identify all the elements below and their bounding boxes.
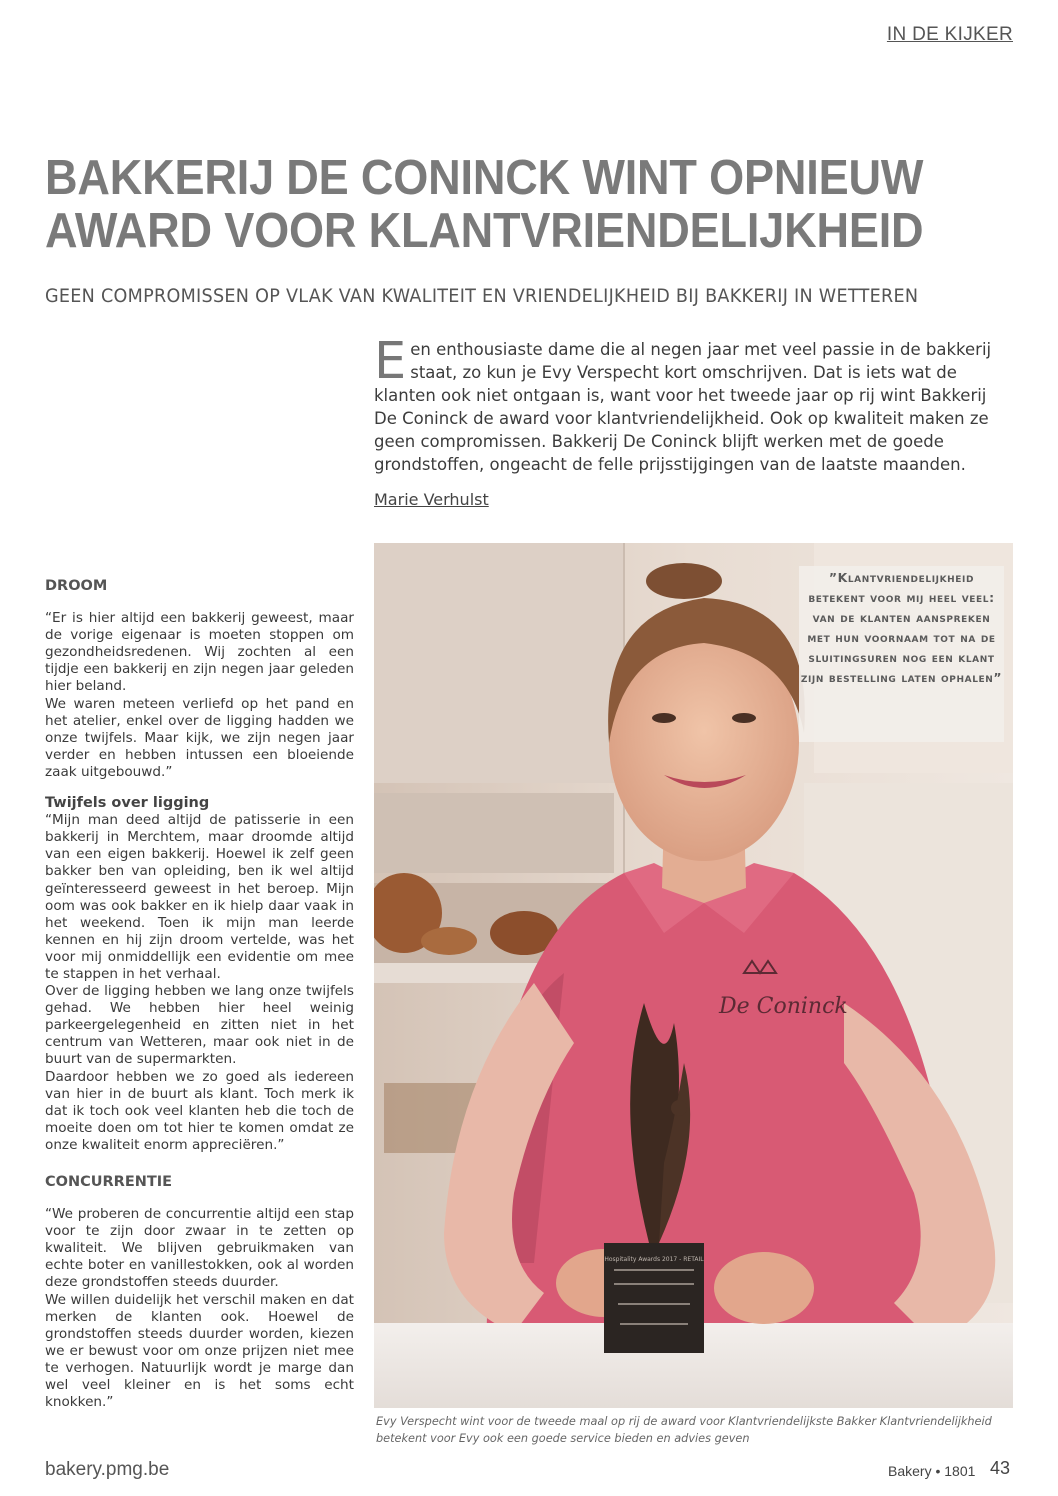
paragraph: “Er is hier altijd een bakkerij geweest, maar de vorige eigenaar is moeten stoppen om gezondheidsredenen. Wij zochten al een tijdje een bakkerij en zijn negen jaar geleden hier beland. bbox=[45, 610, 354, 695]
subtitle: GEEN COMPROMISSEN OP VLAK VAN KWALITEIT EN VRIENDELIJKHEID BIJ BAKKERIJ IN WETTEREN bbox=[45, 286, 919, 307]
intro-text: en enthousiaste dame die al negen jaar met veel passie in de bakkerij staat, zo kun je Evy Verspecht kort omschrijven. Dat is iets wat de klanten ook niet ontgaan is, want voor het tweede jaar op rij wint Bakkerij De Coninck de award voor klantvriendelijkheid. Ook op kwaliteit maken ze geen compromissen. Bakkerij De Coninck blijft werken met de goede grondstoffen, ongeacht de felle prijsstijgingen van de laatste maanden. bbox=[374, 340, 992, 474]
drop-cap: E bbox=[374, 332, 407, 391]
photo-caption: Evy Verspecht wint voor de tweede maal op rij de award voor Klantvriendelijkste Bakker Klantvriendelijkheid betekent voor Evy ook een goede service bieden en advies geven bbox=[376, 1415, 992, 1445]
shirt-logo-text: De Coninck bbox=[719, 994, 848, 1019]
footer-magazine-issue: Bakery • 1801 bbox=[888, 1463, 976, 1479]
award-plaque-title: Hospitality Awards 2017 - RETAIL bbox=[604, 1256, 704, 1263]
intro-paragraph bbox=[374, 332, 1014, 476]
headline bbox=[45, 152, 947, 258]
paragraph: “Mijn man deed altijd de patisserie in een bakkerij in Merchtem, maar droomde altijd van een eigen bakkerij. Hoewel ik zelf geen bakker ben van opleiding, ben ik wel altijd geïnteresseerd geweest in het beroep. Mijn oom was ook bakker en ik hielp daar vaak in het weekend. Toen ik mijn man leerde kennen en hij zijn droom vertelde, was het voor mij onmiddellijk een evidentie om mee te stappen in het verhaal. bbox=[45, 812, 354, 982]
heading-twijfels: Twijfels over ligging bbox=[45, 795, 210, 812]
author-byline[interactable]: Marie Verhulst bbox=[374, 490, 489, 509]
section-tag: IN DE KIJKER bbox=[886, 24, 1013, 45]
pull-quote: ”Klantvriendelijkheid betekent voor mij heel veel: van de klanten aanspreken met hun voornaam tot na de sluitingsuren nog een klant zijn bestelling laten ophalen” bbox=[799, 566, 1004, 742]
paragraph: Daardoor hebben we zo goed als iedereen van hier in de buurt als klant. Toch merk ik dat ik toch ook veel klanten heb die toch de moeite doen om tot hier te komen omdat ze onze kwaliteit enorm appreciëren.” bbox=[45, 1068, 354, 1153]
paragraph: We willen duidelijk het verschil maken en dat merken de klanten ook. Hoewel de grondstoffen steeds duurder worden, kiezen we er bewust voor om onze prijzen niet mee te verhogen. Natuurlijk wordt je marge dan wel veel kleiner en is het soms echt knokken.” bbox=[45, 1291, 354, 1411]
footer-website-link[interactable]: bakery.pmg.be bbox=[45, 1459, 170, 1480]
heading-droom: DROOM bbox=[45, 578, 108, 594]
headline-line-2: AWARD VOOR KLANTVRIENDELIJKHEID bbox=[45, 204, 924, 258]
headline-line-1: BAKKERIJ DE CONINCK WINT OPNIEUW bbox=[45, 151, 924, 205]
paragraph: “We proberen de concurrentie altijd een stap voor te zijn door zwaar in te zetten op kwaliteit. We blijven gebruikmaken van echte boter en vanillestokken, ook al worden deze grondstoffen steeds duurder. bbox=[45, 1206, 354, 1291]
heading-concurrentie: CONCURRENTIE bbox=[45, 1174, 173, 1190]
paragraph: We waren meteen verliefd op het pand en het atelier, enkel over de ligging hadden we onze twijfels. Maar kijk, we zijn negen jaar verder en hebben intussen een bloeiende zaak uitgebouwd.” bbox=[45, 695, 354, 780]
article-body bbox=[45, 578, 354, 1411]
page-number: 43 bbox=[990, 1458, 1011, 1478]
paragraph: Over de ligging hebben we lang onze twijfels gehad. We hebben hier heel weinig parkeergelegenheid en zitten niet in het centrum van Wetteren, maar ook niet in de buurt van de supermarkten. bbox=[45, 983, 354, 1068]
